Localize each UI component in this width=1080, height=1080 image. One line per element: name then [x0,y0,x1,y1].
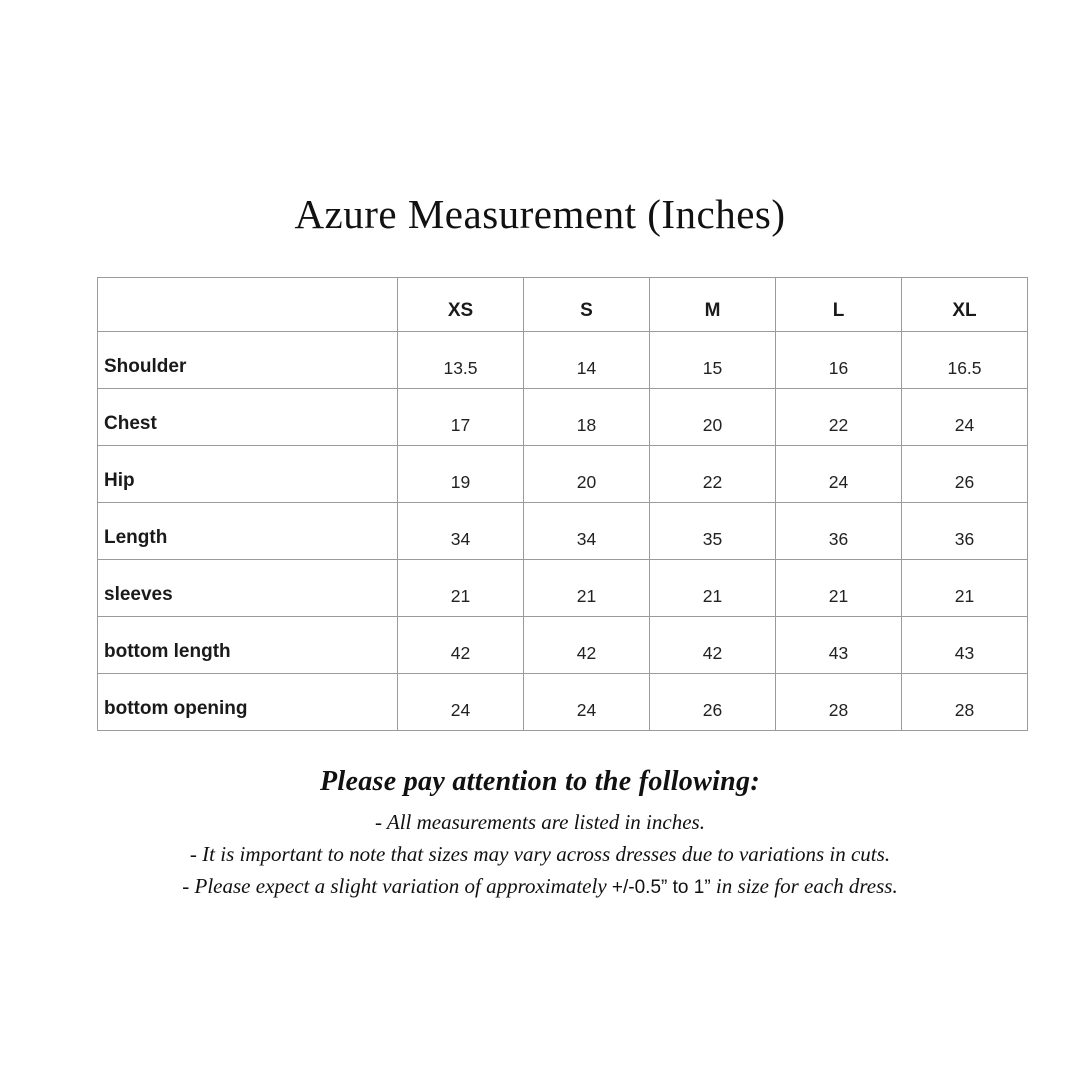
notes-heading: Please pay attention to the following: [320,766,760,797]
row-label: sleeves [98,560,398,617]
table-row-bottom-length [98,617,1028,674]
header-size-l: L [776,278,902,332]
cell-value: 13.5 [398,332,524,389]
cell-value: 20 [650,389,776,446]
cell-value: 14 [524,332,650,389]
measurement-table [97,277,1028,731]
cell-value: 16 [776,332,902,389]
cell-value: 21 [776,560,902,617]
table-row-chest [98,389,1028,446]
cell-value: 42 [650,617,776,674]
cell-value: 26 [650,674,776,731]
note-variation-suffix: in size for each dress. [710,874,898,898]
table-row-bottom-opening [98,674,1028,731]
cell-value: 21 [650,560,776,617]
cell-value: 22 [776,389,902,446]
header-size-m: M [650,278,776,332]
cell-value: 42 [398,617,524,674]
cell-value: 36 [776,503,902,560]
cell-value: 28 [776,674,902,731]
cell-value: 24 [524,674,650,731]
note-line-variation [0,874,1080,899]
row-label: Hip [98,446,398,503]
cell-value: 35 [650,503,776,560]
header-empty-cell [98,278,398,332]
cell-value: 15 [650,332,776,389]
cell-value: 21 [524,560,650,617]
row-label: Shoulder [98,332,398,389]
table-header-row [98,278,1028,332]
cell-value: 24 [776,446,902,503]
cell-value: 24 [398,674,524,731]
table-row-hip [98,446,1028,503]
cell-value: 22 [650,446,776,503]
cell-value: 34 [524,503,650,560]
row-label: Length [98,503,398,560]
note-line-inches: - All measurements are listed in inches. [375,810,705,834]
cell-value: 20 [524,446,650,503]
cell-value: 36 [902,503,1028,560]
cell-value: 43 [902,617,1028,674]
cell-value: 17 [398,389,524,446]
cell-value: 43 [776,617,902,674]
cell-value: 24 [902,389,1028,446]
header-size-xs: XS [398,278,524,332]
row-label: bottom length [98,617,398,674]
cell-value: 34 [398,503,524,560]
header-size-xl: XL [902,278,1028,332]
cell-value: 26 [902,446,1028,503]
cell-value: 19 [398,446,524,503]
cell-value: 28 [902,674,1028,731]
table-row-length [98,503,1028,560]
cell-value: 16.5 [902,332,1028,389]
notes-section [0,766,1080,906]
cell-value: 21 [398,560,524,617]
row-label: bottom opening [98,674,398,731]
table-row-sleeves [98,560,1028,617]
cell-value: 21 [902,560,1028,617]
page-title: Azure Measurement (Inches) [294,191,786,237]
note-variation-range: +/-0.5” to 1” [611,877,711,898]
row-label: Chest [98,389,398,446]
cell-value: 18 [524,389,650,446]
cell-value: 42 [524,617,650,674]
header-size-s: S [524,278,650,332]
table-row-shoulder [98,332,1028,389]
note-variation-prefix: - Please expect a slight variation of approximately [182,874,612,898]
note-line-sizes-vary: - It is important to note that sizes may vary across dresses due to variations in cuts. [189,842,891,866]
